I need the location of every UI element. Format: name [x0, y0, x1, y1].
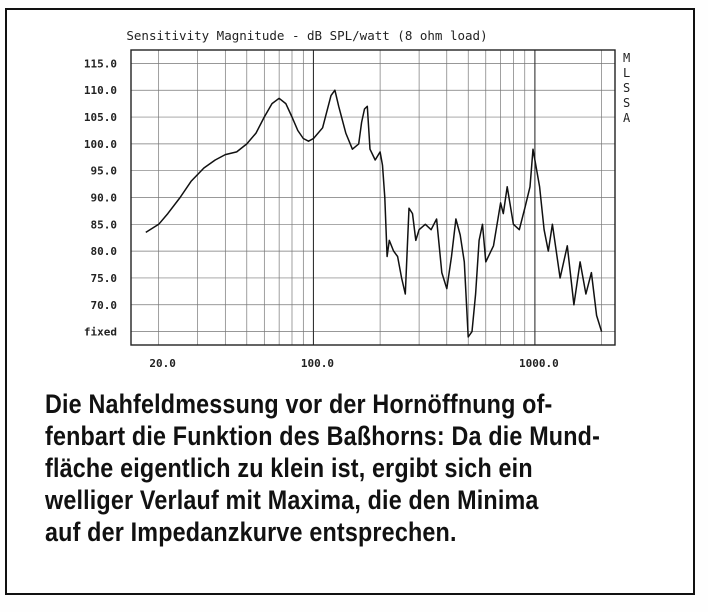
y-tick-label: 70.0: [90, 298, 117, 312]
caption-line: fenbart die Funktion des Baßhorns: Da die Mund-: [45, 421, 601, 451]
x-axis: [149, 357, 558, 370]
y-tick-label: 115.0: [83, 57, 117, 71]
caption: [45, 388, 608, 548]
caption-line: welliger Verlauf mit Maxima, die den Minima: [45, 485, 539, 515]
x-tick-label: 100.0: [300, 357, 335, 370]
y-tick-label: 75.0: [90, 271, 117, 285]
y-tick-label: 110.0: [83, 84, 117, 98]
side-label-letter: M: [623, 51, 631, 65]
figure-frame: [5, 8, 695, 595]
side-label-letter: L: [623, 66, 631, 80]
y-axis: [84, 57, 117, 338]
y-tick-label: 100.0: [83, 137, 117, 151]
side-label-letter: S: [623, 96, 631, 110]
y-tick-label: 105.0: [83, 111, 117, 125]
y-tick-label: 90.0: [90, 191, 117, 205]
chart-title: Sensitivity Magnitude - dB SPL/watt (8 ohm load): [126, 28, 488, 43]
y-tick-label: fixed: [83, 325, 117, 339]
chart: [7, 10, 693, 380]
series-line: [146, 90, 602, 337]
y-tick-label: 95.0: [90, 164, 117, 178]
y-tick-label: 80.0: [90, 245, 117, 259]
caption-line: Die Nahfeldmessung vor der Hornöffnung of-: [45, 389, 553, 419]
x-tick-label: 20.0: [149, 357, 176, 370]
side-label: [623, 51, 631, 125]
x-tick-label: 1000.0: [519, 357, 559, 370]
y-tick-label: 85.0: [90, 218, 117, 232]
grid: [131, 50, 615, 345]
caption-line: auf der Impedanzkurve entsprechen.: [45, 517, 457, 547]
side-label-letter: S: [623, 81, 631, 95]
side-label-letter: A: [623, 111, 631, 125]
caption-line: fläche eigentlich zu klein ist, ergibt sich ein: [45, 453, 533, 483]
